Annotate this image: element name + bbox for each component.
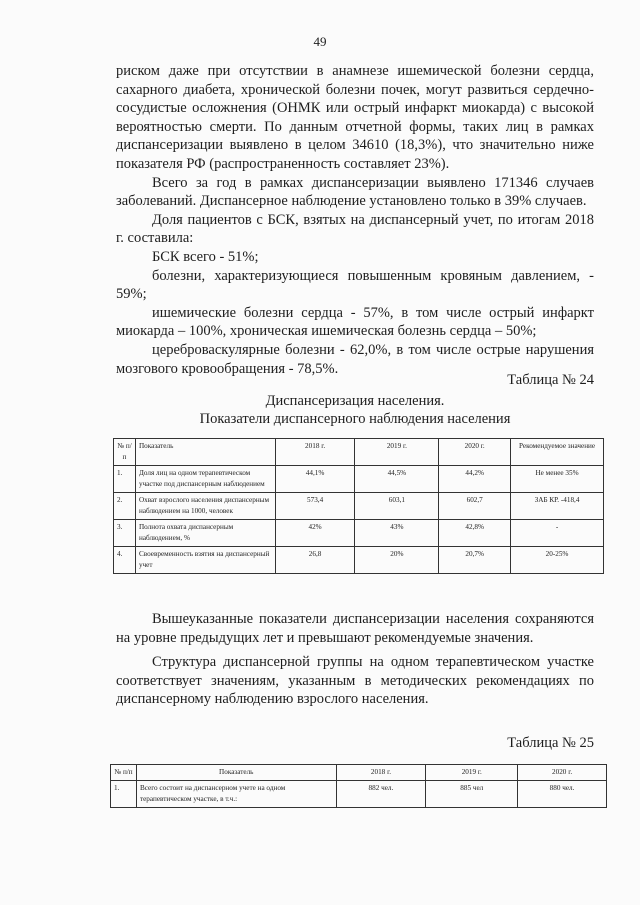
cell-2019: 20% (355, 547, 439, 574)
table-24-caption-line1: Диспансеризация населения. (265, 393, 445, 409)
page-number: 49 (313, 34, 327, 49)
cell-recommended: 20-25% (511, 547, 604, 574)
cell-2019: 43% (355, 520, 439, 547)
cell-2018: 26,8 (275, 547, 355, 574)
cell-recommended: - (511, 520, 604, 547)
cell-number: 2. (114, 493, 136, 520)
header-2018: 2018 г. (275, 439, 355, 466)
conclusion-text-block (116, 610, 594, 709)
cell-number: 4. (114, 547, 136, 574)
header-2020: 2020 г. (439, 439, 511, 466)
cell-2018: 44,1% (275, 466, 355, 493)
cell-2020: 602,7 (439, 493, 511, 520)
cell-2018: 42% (275, 520, 355, 547)
header-2019: 2019 г. (426, 765, 518, 781)
cell-2020: 42,8% (439, 520, 511, 547)
table-row (114, 493, 604, 520)
cell-indicator: Всего состоит на диспансерном учете на одном терапевтическом участке, в т.ч.: (136, 781, 336, 808)
main-text-block (116, 62, 594, 378)
cell-2018: 573,4 (275, 493, 355, 520)
paragraph-group-structure: Структура диспансерной группы на одном терапевтическом участке соответствует значениям, указанным в методических рекомендациях по диспансерному наблюдению взрослого населения. (116, 654, 594, 708)
cell-2020: 20,7% (439, 547, 511, 574)
cell-recommended: ЗАБ КР. -418,4 (511, 493, 604, 520)
header-2018: 2018 г. (336, 765, 426, 781)
paragraph-indicators-maintained: Вышеуказанные показатели диспансеризации населения сохраняются на уровне предыдущих лет и превышают рекомендуемые значения. (116, 611, 594, 646)
share-item-blood-pressure: болезни, характеризующиеся повышенным кровяным давлением, - 59%; (116, 267, 594, 303)
cell-2018: 882 чел. (336, 781, 426, 808)
paragraph-total-cases: Всего за год в рамках диспансеризации выявлено 171346 случаев заболеваний. Диспансерное наблюдение установлено только в 39% случаев. (116, 174, 594, 210)
cell-number: 3. (114, 520, 136, 547)
cell-recommended: Не менее 35% (511, 466, 604, 493)
cell-indicator: Доля лиц на одном терапевтическом участке под диспансерным наблюдением (135, 466, 275, 493)
header-recommended: Рекомендуемое значение (511, 439, 604, 466)
share-item-ihd: ишемические болезни сердца - 57%, в том числе острый инфаркт миокарда – 100%, хроническая ишемическая болезнь сердца – 50%; (116, 304, 594, 340)
header-indicator: Показатель (135, 439, 275, 466)
table-24 (113, 438, 604, 574)
header-number: № п/п (111, 765, 137, 781)
table-25-label: Таблица № 25 (507, 735, 594, 751)
cell-number: 1. (114, 466, 136, 493)
table-row (114, 466, 604, 493)
cell-2019: 603,1 (355, 493, 439, 520)
table-24-label: Таблица № 24 (507, 372, 594, 388)
cell-indicator: Своевременность взятия на диспансерный учет (135, 547, 275, 574)
cell-2020: 44,2% (439, 466, 511, 493)
table-row (114, 547, 604, 574)
header-2020: 2020 г. (518, 765, 607, 781)
table-row (114, 520, 604, 547)
share-item-cerebrovascular: цереброваскулярные болезни - 62,0%, в том числе острые нарушения мозгового кровообращения - 78,5%. (116, 341, 594, 377)
share-item-bsk-total: БСК всего - 51%; (152, 248, 259, 265)
header-indicator: Показатель (136, 765, 336, 781)
header-2019: 2019 г. (355, 439, 439, 466)
cell-indicator: Охват взрослого населения диспансерным наблюдением на 1000, человек (135, 493, 275, 520)
paragraph-risk: риском даже при отсутствии в анамнезе ишемической болезни сердца, сахарного диабета, хронической болезни почек, могут развиться сердечно-сосудистые осложнения (ОНМК или острый инфаркт миокарда) с высокой вероятностью смерти. По данным отчетной формы, таких лиц в рамках диспансеризации выявлено в целом 34610 (18,3%), что значительно ниже показателя РФ (распространенность составляет 23%). (116, 63, 594, 172)
header-number: № п/п (114, 439, 136, 466)
cell-indicator: Полнота охвата диспансерным наблюдением, % (135, 520, 275, 547)
cell-number: 1. (111, 781, 137, 808)
paragraph-share-intro: Доля пациентов с БСК, взятых на диспансерный учет, по итогам 2018 г. составила: (116, 211, 594, 247)
table-25 (110, 764, 607, 808)
table-24-caption-line2: Показатели диспансерного наблюдения населения (199, 411, 511, 427)
cell-2019: 44,5% (355, 466, 439, 493)
table-25-header-row (111, 765, 607, 781)
table-row (111, 781, 607, 808)
cell-2019: 885 чел (426, 781, 518, 808)
table-24-header-row (114, 439, 604, 466)
cell-2020: 880 чел. (518, 781, 607, 808)
